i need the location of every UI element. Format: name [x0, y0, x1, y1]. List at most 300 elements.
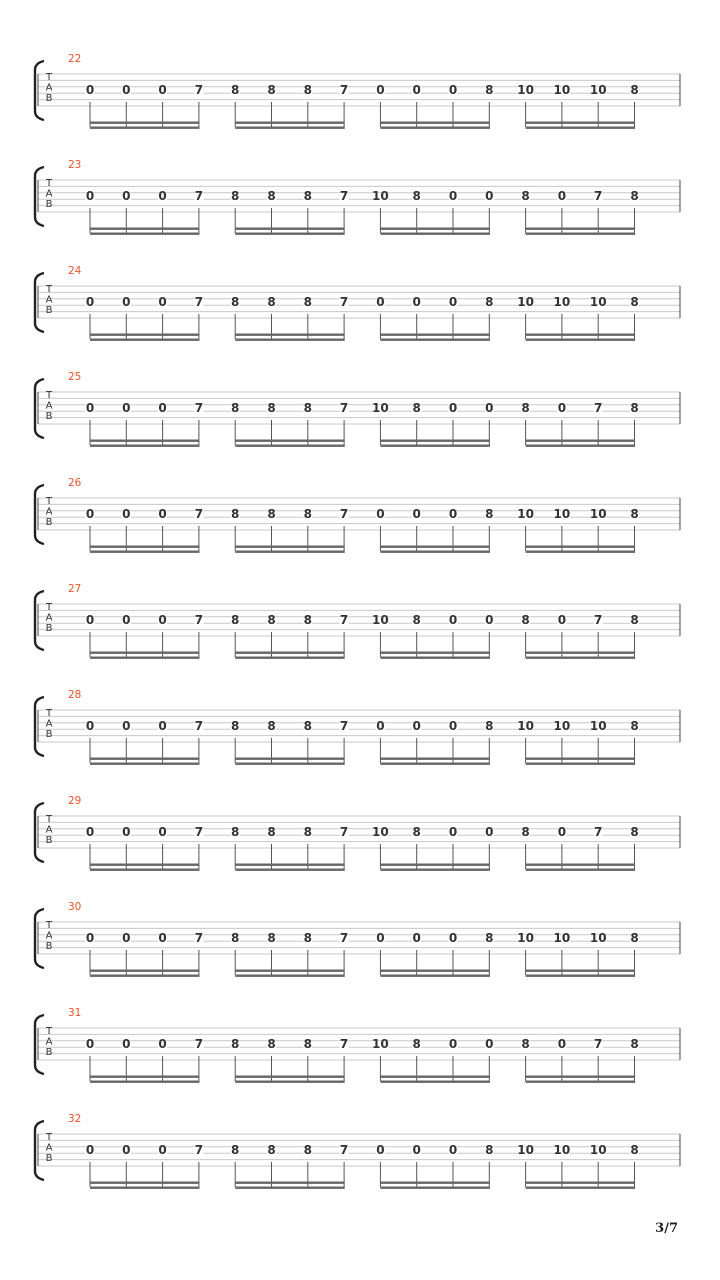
beam-secondary: [90, 1081, 200, 1083]
fret-number: 0: [158, 1143, 167, 1157]
system-bracket: [35, 485, 44, 544]
beam-secondary: [380, 1081, 490, 1083]
fret-number: 0: [122, 1143, 131, 1157]
fret-number: 7: [194, 719, 204, 733]
fret-number: 8: [485, 83, 494, 97]
fret-number: 8: [485, 1143, 494, 1157]
fret-number: 8: [303, 1037, 312, 1051]
beam-primary: [90, 440, 200, 442]
tab-clef-letter: A: [45, 718, 53, 730]
fret-number: 8: [630, 825, 639, 839]
fret-number: 10: [372, 613, 389, 627]
fret-number: 0: [158, 825, 167, 839]
beam-secondary: [235, 869, 345, 871]
beam-primary: [90, 122, 200, 124]
beam-primary: [380, 440, 490, 442]
measure-number: 27: [68, 583, 82, 595]
tab-clef-letter: B: [45, 411, 53, 422]
beam-secondary: [380, 1187, 490, 1189]
beam-primary: [526, 758, 636, 760]
fret-number: 0: [448, 931, 458, 945]
beam-secondary: [235, 127, 345, 129]
fret-number: 0: [85, 1143, 95, 1157]
measure-number: 23: [68, 159, 82, 171]
beam-secondary: [235, 445, 345, 447]
beam-primary: [90, 1182, 200, 1184]
fret-number: 7: [194, 401, 204, 415]
fret-number: 0: [448, 83, 458, 97]
tab-clef-letter: B: [45, 517, 53, 528]
beam-primary: [90, 546, 200, 548]
fret-number: 8: [630, 1143, 639, 1157]
beam-secondary: [235, 551, 345, 553]
fret-number: 0: [122, 295, 131, 309]
tab-clef-letter: B: [45, 941, 53, 952]
beam-secondary: [235, 1187, 345, 1189]
fret-number: 8: [521, 1037, 530, 1051]
tab-system-25: [35, 371, 680, 447]
fret-number: 0: [376, 507, 385, 521]
tab-clef-letter: T: [45, 1132, 53, 1143]
fret-number: 8: [521, 401, 530, 415]
fret-number: 10: [553, 719, 571, 733]
fret-number: 0: [158, 295, 167, 309]
beam-secondary: [235, 975, 345, 977]
fret-number: 0: [485, 825, 494, 839]
fret-number: 0: [85, 825, 95, 839]
beam-primary: [526, 334, 636, 336]
beam-secondary: [90, 339, 200, 341]
fret-number: 0: [485, 189, 494, 203]
fret-number: 10: [372, 1037, 389, 1051]
tab-clef-letter: A: [45, 82, 53, 94]
fret-number: 0: [557, 825, 567, 839]
fret-number: 0: [122, 1037, 131, 1051]
fret-number: 0: [158, 401, 167, 415]
beam-primary: [90, 334, 200, 336]
beam-secondary: [526, 657, 636, 659]
fret-number: 0: [376, 1143, 385, 1157]
tab-clef-letter: B: [45, 1047, 53, 1058]
fret-number: 7: [594, 189, 603, 203]
fret-number: 10: [517, 1143, 534, 1157]
fret-number: 0: [122, 825, 131, 839]
beam-secondary: [90, 975, 200, 977]
fret-number: 0: [158, 189, 167, 203]
tab-system-26: [35, 477, 680, 553]
beam-primary: [380, 228, 490, 230]
fret-number: 0: [158, 719, 167, 733]
fret-number: 7: [194, 825, 204, 839]
fret-number: 10: [553, 83, 571, 97]
fret-number: 8: [267, 719, 276, 733]
fret-number: 8: [267, 507, 276, 521]
beam-secondary: [235, 339, 345, 341]
fret-number: 0: [412, 719, 421, 733]
measure-number: 26: [68, 477, 82, 489]
beam-primary: [380, 1076, 490, 1078]
beam-secondary: [526, 975, 636, 977]
fret-number: 10: [589, 83, 607, 97]
fret-number: 8: [303, 83, 312, 97]
fret-number: 10: [517, 931, 534, 945]
beam-secondary: [235, 233, 345, 235]
beam-secondary: [526, 1081, 636, 1083]
beam-secondary: [526, 763, 636, 765]
fret-number: 7: [339, 613, 349, 627]
system-bracket: [35, 909, 44, 968]
tab-clef-letter: A: [45, 612, 53, 624]
fret-number: 7: [594, 1037, 603, 1051]
beam-secondary: [90, 445, 200, 447]
fret-number: 0: [158, 83, 167, 97]
tab-system-31: [35, 1007, 680, 1083]
beam-secondary: [526, 445, 636, 447]
beam-secondary: [526, 233, 636, 235]
fret-number: 8: [630, 931, 639, 945]
beam-secondary: [90, 763, 200, 765]
beam-primary: [235, 758, 345, 760]
fret-number: 0: [485, 401, 494, 415]
fret-number: 10: [517, 719, 534, 733]
fret-number: 0: [376, 719, 385, 733]
fret-number: 8: [630, 295, 639, 309]
tab-clef-letter: B: [45, 835, 53, 846]
fret-number: 10: [589, 931, 607, 945]
fret-number: 0: [448, 613, 458, 627]
measure-number: 28: [68, 689, 82, 701]
fret-number: 10: [372, 401, 389, 415]
beam-primary: [235, 1182, 345, 1184]
fret-number: 0: [376, 931, 385, 945]
beam-secondary: [380, 869, 490, 871]
fret-number: 10: [517, 83, 534, 97]
system-bracket: [35, 803, 44, 862]
fret-number: 8: [231, 1143, 240, 1157]
system-bracket: [35, 167, 44, 226]
fret-number: 8: [485, 507, 494, 521]
fret-number: 0: [412, 507, 421, 521]
fret-number: 8: [231, 613, 240, 627]
tab-clef-letter: T: [45, 72, 53, 83]
fret-number: 7: [339, 507, 349, 521]
fret-number: 8: [485, 931, 494, 945]
fret-number: 0: [122, 507, 131, 521]
tab-system-27: [35, 583, 680, 659]
fret-number: 7: [194, 295, 204, 309]
fret-number: 7: [194, 931, 204, 945]
tab-clef-letter: B: [45, 199, 53, 210]
beam-primary: [380, 1182, 490, 1184]
fret-number: 10: [553, 931, 571, 945]
beam-secondary: [380, 551, 490, 553]
tab-clef-letter: T: [45, 284, 53, 295]
tab-clef-letter: A: [45, 400, 53, 412]
fret-number: 0: [122, 719, 131, 733]
tab-clef-letter: B: [45, 729, 53, 740]
fret-number: 8: [303, 401, 312, 415]
beam-primary: [526, 228, 636, 230]
fret-number: 7: [339, 931, 349, 945]
fret-number: 7: [339, 825, 349, 839]
fret-number: 8: [630, 613, 639, 627]
tab-clef-letter: A: [45, 188, 53, 200]
beam-primary: [380, 652, 490, 654]
fret-number: 8: [303, 931, 312, 945]
beam-primary: [235, 122, 345, 124]
beam-secondary: [90, 1187, 200, 1189]
fret-number: 0: [448, 719, 458, 733]
fret-number: 0: [158, 507, 167, 521]
beam-secondary: [380, 975, 490, 977]
fret-number: 8: [630, 719, 639, 733]
fret-number: 0: [122, 931, 131, 945]
fret-number: 0: [557, 1037, 567, 1051]
tab-system-24: [35, 265, 680, 341]
fret-number: 8: [231, 189, 240, 203]
fret-number: 0: [85, 613, 95, 627]
fret-number: 8: [267, 931, 276, 945]
measure-number: 30: [68, 901, 82, 913]
measure-number: 29: [68, 795, 82, 807]
fret-number: 8: [521, 613, 530, 627]
fret-number: 8: [231, 295, 240, 309]
fret-number: 0: [557, 613, 567, 627]
beam-secondary: [235, 763, 345, 765]
beam-primary: [235, 970, 345, 972]
beam-secondary: [235, 657, 345, 659]
tab-clef-letter: B: [45, 623, 53, 634]
fret-number: 0: [158, 931, 167, 945]
page-number: 3/7: [655, 1221, 678, 1236]
fret-number: 8: [630, 401, 639, 415]
fret-number: 8: [267, 189, 276, 203]
beam-primary: [90, 864, 200, 866]
fret-number: 0: [448, 1143, 458, 1157]
fret-number: 8: [231, 507, 240, 521]
fret-number: 10: [589, 295, 607, 309]
fret-number: 8: [303, 189, 312, 203]
fret-number: 0: [448, 401, 458, 415]
fret-number: 0: [122, 189, 131, 203]
fret-number: 7: [194, 83, 204, 97]
fret-number: 8: [521, 189, 530, 203]
fret-number: 8: [231, 719, 240, 733]
fret-number: 7: [594, 401, 603, 415]
fret-number: 0: [85, 295, 95, 309]
beam-primary: [90, 758, 200, 760]
beam-secondary: [526, 1187, 636, 1189]
fret-number: 8: [485, 295, 494, 309]
measure-number: 25: [68, 371, 82, 383]
beam-primary: [235, 228, 345, 230]
fret-number: 7: [194, 1037, 204, 1051]
fret-number: 0: [448, 1037, 458, 1051]
fret-number: 7: [339, 189, 349, 203]
tab-clef-letter: T: [45, 814, 53, 825]
beam-primary: [526, 122, 636, 124]
beam-primary: [380, 334, 490, 336]
tab-system-30: [35, 901, 680, 977]
tab-system-23: [35, 159, 680, 235]
beam-primary: [380, 970, 490, 972]
tab-system-32: [35, 1113, 680, 1189]
fret-number: 0: [85, 189, 95, 203]
beam-secondary: [526, 127, 636, 129]
tab-clef-letter: A: [45, 1036, 53, 1048]
system-bracket: [35, 379, 44, 438]
fret-number: 7: [339, 83, 349, 97]
fret-number: 8: [303, 1143, 312, 1157]
fret-number: 0: [158, 1037, 167, 1051]
fret-number: 0: [448, 825, 458, 839]
fret-number: 8: [231, 401, 240, 415]
fret-number: 8: [303, 719, 312, 733]
beam-primary: [526, 652, 636, 654]
fret-number: 8: [412, 401, 421, 415]
beam-secondary: [380, 127, 490, 129]
fret-number: 0: [448, 507, 458, 521]
tab-clef-letter: T: [45, 708, 53, 719]
beam-secondary: [526, 869, 636, 871]
fret-number: 0: [412, 1143, 421, 1157]
beam-primary: [380, 546, 490, 548]
fret-number: 8: [412, 189, 421, 203]
tab-clef-letter: T: [45, 390, 53, 401]
fret-number: 8: [412, 825, 421, 839]
fret-number: 0: [158, 613, 167, 627]
beam-primary: [526, 864, 636, 866]
measure-number: 31: [68, 1007, 82, 1019]
fret-number: 0: [85, 401, 95, 415]
fret-number: 8: [303, 825, 312, 839]
fret-number: 7: [339, 295, 349, 309]
fret-number: 8: [412, 1037, 421, 1051]
beam-primary: [235, 1076, 345, 1078]
beam-primary: [90, 652, 200, 654]
system-bracket: [35, 61, 44, 120]
fret-number: 0: [412, 295, 421, 309]
fret-number: 8: [303, 507, 312, 521]
fret-number: 7: [194, 507, 204, 521]
beam-secondary: [90, 233, 200, 235]
system-bracket: [35, 273, 44, 332]
fret-number: 10: [372, 825, 389, 839]
fret-number: 0: [557, 189, 567, 203]
fret-number: 7: [594, 825, 603, 839]
fret-number: 0: [448, 295, 458, 309]
beam-secondary: [380, 339, 490, 341]
beam-primary: [235, 546, 345, 548]
fret-number: 7: [194, 189, 204, 203]
beam-secondary: [90, 869, 200, 871]
fret-number: 0: [122, 83, 131, 97]
fret-number: 8: [231, 1037, 240, 1051]
fret-number: 7: [339, 1037, 349, 1051]
beam-secondary: [380, 763, 490, 765]
beam-primary: [90, 970, 200, 972]
beam-primary: [380, 758, 490, 760]
fret-number: 10: [589, 507, 607, 521]
tab-clef-letter: T: [45, 920, 53, 931]
measure-number: 24: [68, 265, 82, 277]
fret-number: 8: [630, 83, 639, 97]
fret-number: 7: [339, 719, 349, 733]
fret-number: 0: [448, 189, 458, 203]
beam-secondary: [235, 1081, 345, 1083]
fret-number: 0: [122, 613, 131, 627]
beam-primary: [235, 440, 345, 442]
beam-primary: [90, 228, 200, 230]
tab-system-22: [35, 53, 680, 129]
fret-number: 0: [557, 401, 567, 415]
fret-number: 8: [267, 613, 276, 627]
fret-number: 10: [589, 1143, 607, 1157]
tab-clef-letter: B: [45, 1153, 53, 1164]
fret-number: 0: [85, 1037, 95, 1051]
tab-clef-letter: T: [45, 178, 53, 189]
fret-number: 10: [372, 189, 389, 203]
fret-number: 0: [376, 295, 385, 309]
fret-number: 10: [553, 1143, 571, 1157]
fret-number: 7: [339, 1143, 349, 1157]
fret-number: 8: [630, 1037, 639, 1051]
fret-number: 8: [267, 1037, 276, 1051]
beam-primary: [526, 440, 636, 442]
fret-number: 8: [303, 295, 312, 309]
fret-number: 8: [231, 825, 240, 839]
system-bracket: [35, 697, 44, 756]
fret-number: 8: [267, 1143, 276, 1157]
beam-secondary: [90, 551, 200, 553]
beam-primary: [526, 546, 636, 548]
fret-number: 7: [194, 613, 204, 627]
fret-number: 7: [194, 1143, 204, 1157]
fret-number: 8: [231, 931, 240, 945]
fret-number: 10: [517, 507, 534, 521]
measure-number: 22: [68, 53, 82, 65]
fret-number: 0: [412, 83, 421, 97]
tab-clef-letter: B: [45, 93, 53, 104]
fret-number: 0: [122, 401, 131, 415]
tab-clef-letter: T: [45, 496, 53, 507]
measure-number: 32: [68, 1113, 82, 1125]
fret-number: 0: [85, 83, 95, 97]
beam-secondary: [90, 127, 200, 129]
beam-secondary: [526, 551, 636, 553]
beam-secondary: [526, 339, 636, 341]
tab-system-28: [35, 689, 680, 765]
tab-clef-letter: B: [45, 305, 53, 316]
fret-number: 0: [85, 507, 95, 521]
fret-number: 0: [485, 613, 494, 627]
tab-clef-letter: A: [45, 294, 53, 306]
fret-number: 0: [85, 931, 95, 945]
tab-system-29: [35, 795, 680, 871]
fret-number: 8: [231, 83, 240, 97]
fret-number: 0: [376, 83, 385, 97]
fret-number: 10: [589, 719, 607, 733]
beam-primary: [380, 864, 490, 866]
fret-number: 7: [339, 401, 349, 415]
fret-number: 0: [412, 931, 421, 945]
fret-number: 8: [412, 613, 421, 627]
beam-secondary: [380, 445, 490, 447]
tab-clef-letter: A: [45, 1142, 53, 1154]
fret-number: 8: [267, 825, 276, 839]
beam-primary: [380, 122, 490, 124]
tab-clef-letter: T: [45, 1026, 53, 1037]
